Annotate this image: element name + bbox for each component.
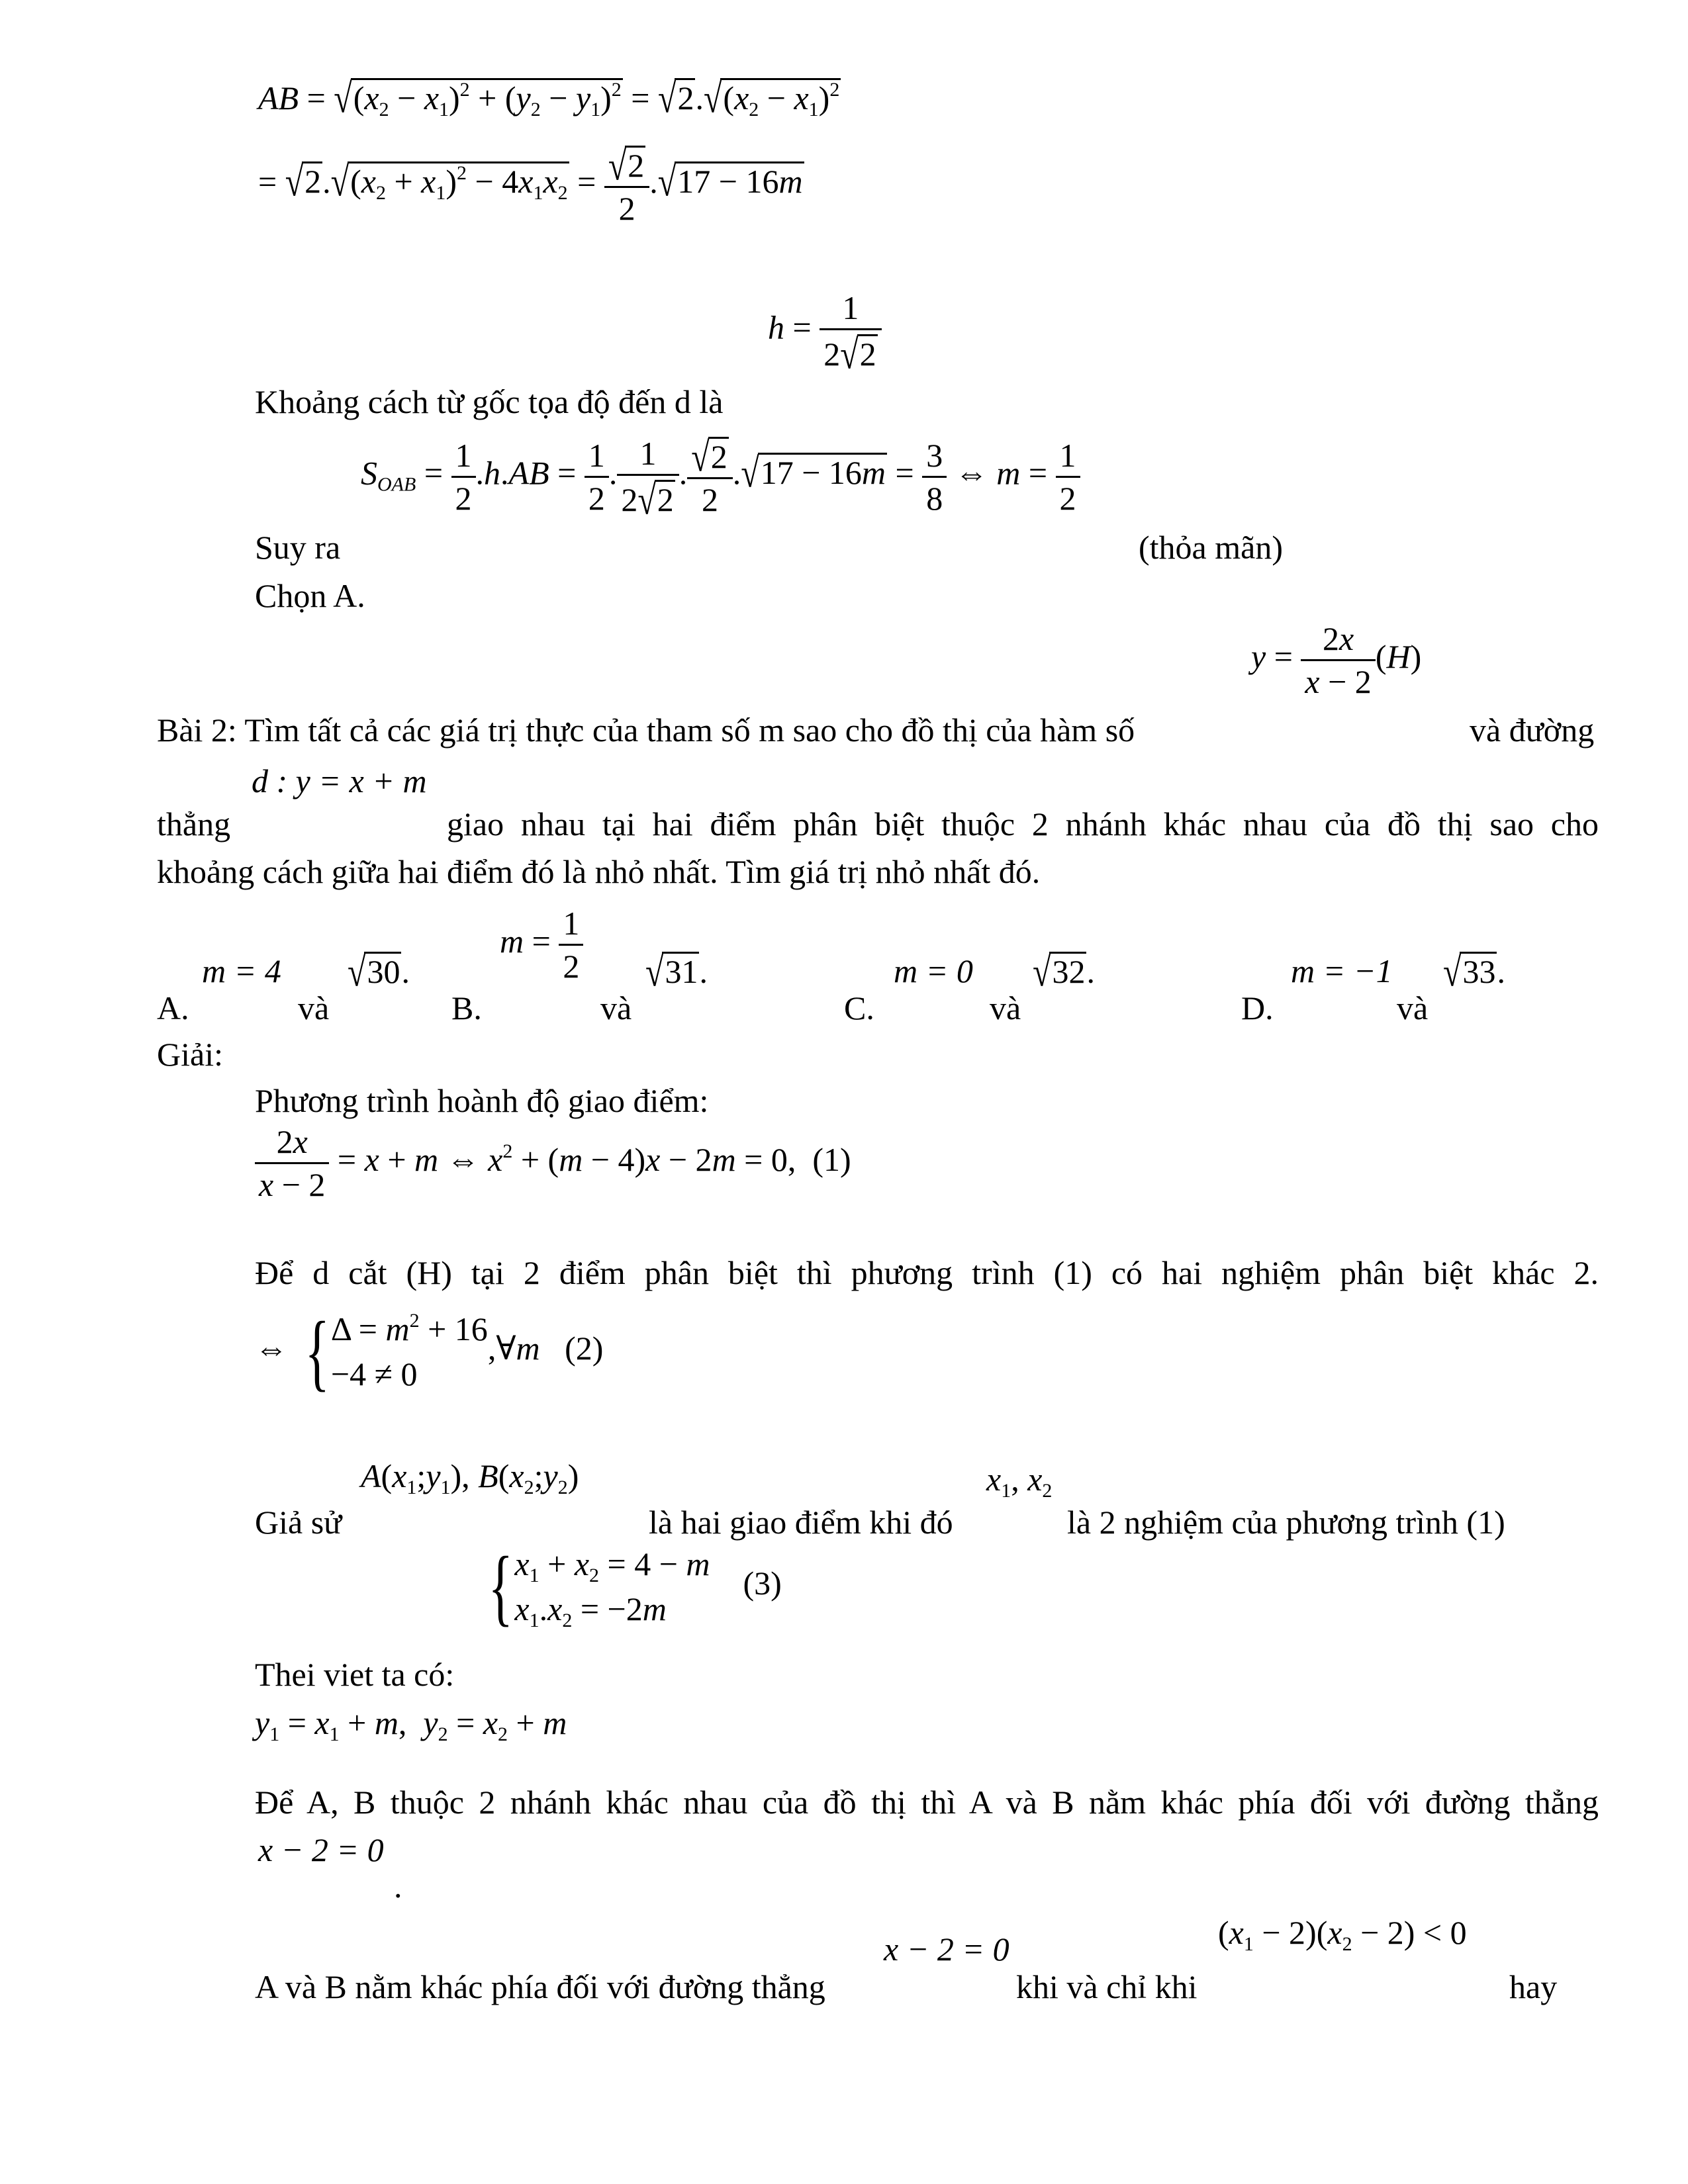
- line-d-equation: d : y = x + m: [252, 762, 427, 799]
- option-a-va: và: [298, 989, 330, 1026]
- chon-answer: Chọn A.: [255, 577, 365, 614]
- ab-khac-phia-text: A và B nằm khác phía đối với đường thẳng: [255, 1968, 825, 2005]
- option-d-va: và: [1397, 989, 1429, 1026]
- system-3: {$x_1 + x_2 = 4 - m$ $x_1.x_2 = -2m$ (3): [488, 1539, 782, 1635]
- y-equations: $y_1 = x_1 + m$, $y_2 = x_2 + m$: [255, 1704, 567, 1745]
- bai2-question-line2: giao nhau tại hai điểm phân biệt thuộc 2 nhánh khác nhau của đồ thị sao cho: [447, 805, 1599, 842]
- pt-hoanh-do-text: Phương trình hoành độ giao điểm:: [255, 1082, 709, 1119]
- option-c-letter: C.: [844, 989, 874, 1026]
- option-d-m: m = −1: [1291, 952, 1393, 989]
- option-d-root: √33.: [1443, 948, 1505, 995]
- ab-formula-continued: = $√2.√(x_2 + x_1)^2 - 4x_1x_2$ = $\frac{√2}{2}$ .√17 − 16m: [258, 142, 803, 227]
- de-d-cat-text: Để d cắt (H) tại 2 điểm phân biệt thì phương trình (1) có hai nghiệm phân biệt khác 2.: [255, 1254, 1599, 1291]
- option-c-va: và: [990, 989, 1021, 1026]
- option-b-letter: B.: [451, 989, 482, 1026]
- giai-heading: Giải:: [157, 1036, 223, 1073]
- points-ab: $A(x_1;y_1)$, $B(x_2;y_2)$: [361, 1457, 579, 1498]
- thoa-man-label: (thỏa mãn): [1139, 529, 1283, 566]
- thei-viet-text: Thei viet ta có:: [255, 1656, 455, 1693]
- la-2-nghiem-text: là 2 nghiệm của phương trình (1): [1067, 1504, 1505, 1541]
- va-duong-text: và đường: [1470, 711, 1595, 749]
- option-d-letter: D.: [1241, 989, 1274, 1026]
- bai2-function: y = $\frac{2x}{x - 2}$ (H): [1251, 620, 1422, 700]
- option-b-va: và: [600, 989, 632, 1026]
- bai2-question-line1: Bài 2: Tìm tất cả các giá trị thực của tham số m sao cho đồ thị của hàm số: [157, 711, 1135, 749]
- hay-text: hay: [1509, 1968, 1558, 2005]
- option-b-m: m = $\frac{1}{2}$: [500, 907, 583, 983]
- option-b-root: √31.: [645, 948, 708, 995]
- option-c-root: √32.: [1033, 948, 1095, 995]
- system-2: ⇔ {$\Delta = m^2 + 16$ −4 ≠ 0,∀m (2): [255, 1304, 604, 1400]
- x-minus-2-inline: x − 2 = 0: [884, 1931, 1009, 1968]
- equation-1: $\frac{2x}{x - 2}$ = x + m ⇔ $x^2 + (m - 4)x - 2m = 0$, (1): [255, 1125, 851, 1201]
- khi-va-chi-khi-text: khi và chỉ khi: [1016, 1968, 1197, 2005]
- de-ab-thuoc-text: Để A, B thuộc 2 nhánh khác nhau của đồ thị thì A và B nằm khác phía đối với đường thẳng: [255, 1784, 1599, 1821]
- la-hai-giao-diem-text: là hai giao điểm khi đó: [649, 1504, 953, 1541]
- option-c-m: m = 0: [894, 952, 973, 989]
- gia-su-text: Giả sử: [255, 1504, 342, 1541]
- bai2-question-line3: khoảng cách giữa hai điểm đó là nhỏ nhất. Tìm giá trị nhỏ nhất đó.: [157, 853, 1041, 890]
- option-a-root: √30.: [348, 948, 410, 995]
- product-inequality: $(x_1 - 2)(x_2 - 2) < 0$: [1218, 1914, 1467, 1955]
- ab-formula: AB = $√(x_2 - x_1)^2 + (y_2 - y_1)^2 = √2.√(x_2 - x_1)^2$: [258, 75, 840, 121]
- x-minus-2-line: x − 2 = 0: [258, 1831, 384, 1868]
- option-a-letter: A.: [157, 989, 189, 1026]
- dot: .: [394, 1868, 402, 1905]
- thang-text: thẳng: [157, 805, 231, 842]
- h-formula: h = $\frac{1}{2√2}$: [768, 291, 882, 371]
- suy-ra-label: Suy ra: [255, 529, 341, 566]
- option-a-m: m = 4: [202, 952, 281, 989]
- distance-text: Khoảng cách từ gốc tọa độ đến d là: [255, 383, 724, 420]
- area-formula: $S_{OAB}$ = $\frac{1}{2}$ .h.AB = $\frac{1}{2}$ . $\frac{1}{2√2}$ . $\frac{√2}{2}$ .√17 − 16m = $\frac{3}{8}$ ⇔ m = $\frac{1}{2}$: [361, 437, 1080, 516]
- x1-x2: $x_1$, $x_2$: [986, 1461, 1053, 1502]
